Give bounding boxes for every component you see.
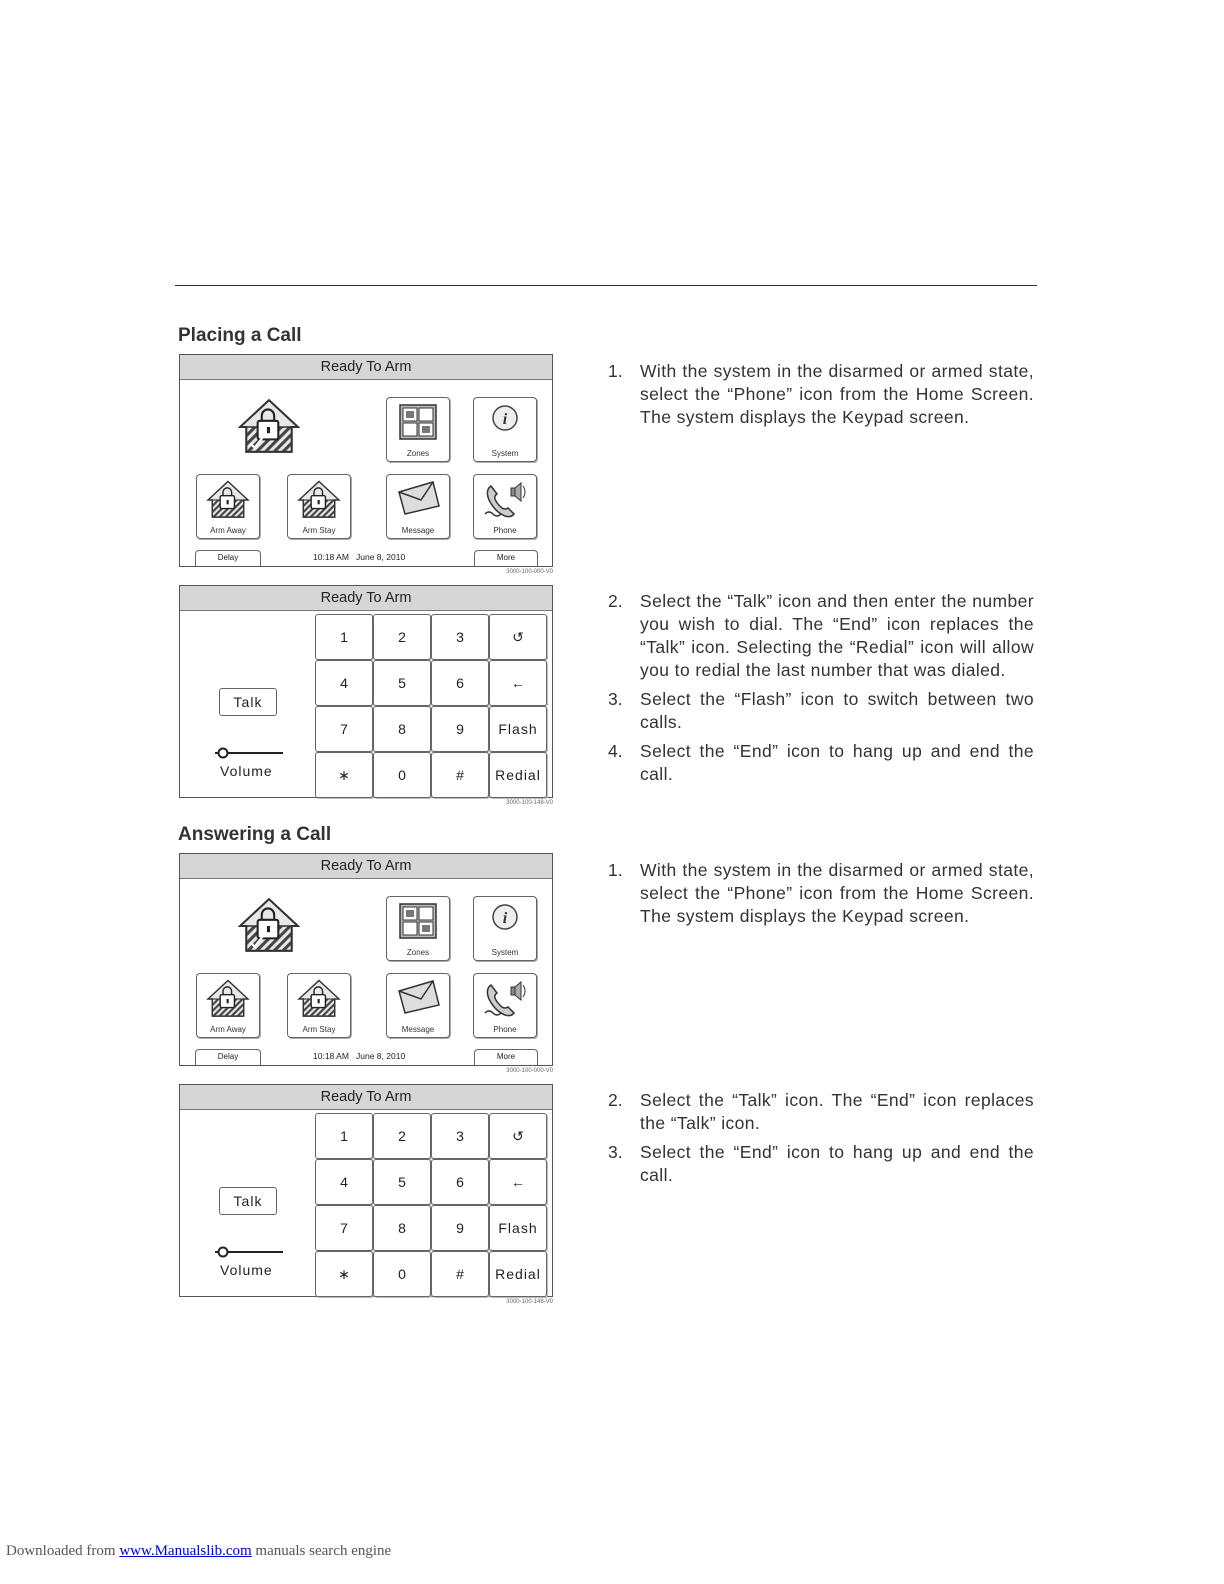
arm-stay-button[interactable] [287,973,351,1038]
arm-away-button[interactable] [196,973,260,1038]
key-2[interactable]: 2 [373,614,431,660]
step-number: 1. [608,860,623,880]
message-button[interactable] [386,474,450,539]
key-3[interactable]: 3 [431,614,489,660]
step-number: 4. [608,741,623,761]
redial-button[interactable]: Redial [489,1251,547,1297]
backspace-key[interactable]: ← [489,1159,547,1205]
status-bar: Ready To Arm [180,355,552,380]
figure-ref: 3000-100-000-V0 [506,569,553,575]
step-text: Select the “Talk” icon. The “End” icon replaces the “Talk” icon. [640,1090,1034,1133]
date: June 8, 2010 [356,552,406,562]
system-button[interactable] [473,896,537,961]
date: June 8, 2010 [356,1051,406,1061]
volume-label: Volume [220,1262,273,1278]
phone-button[interactable] [473,973,537,1038]
instruction-step [608,590,1034,682]
key-star[interactable]: ∗ [315,752,373,798]
key-5[interactable]: 5 [373,660,431,706]
instruction-step [608,740,1034,786]
time: 10:18 AM [313,552,349,562]
figure-ref: 3000-100-000-V0 [506,1068,553,1074]
figure-ref: 3000-100-148-V0 [506,800,553,806]
zones-label: Zones [406,948,430,957]
phone-label: Phone [493,526,517,535]
key-star[interactable]: ∗ [315,1251,373,1297]
instruction-step [608,360,1034,429]
placing-step-block-1 [608,360,1034,435]
time: 10:18 AM [313,1051,349,1061]
phone-button[interactable] [473,474,537,539]
clock [313,552,405,562]
key-8[interactable]: 8 [373,706,431,752]
volume-label: Volume [220,763,273,779]
backspace-key[interactable]: ← [489,660,547,706]
key-8[interactable]: 8 [373,1205,431,1251]
talk-button[interactable]: Talk [219,1187,277,1215]
flash-button[interactable]: Flash [489,706,547,752]
answering-step-block-2 [608,1089,1034,1193]
step-text: Select the “End” icon to hang up and end the call. [640,741,1034,784]
step-text: Select the “Flash” icon to switch between two calls. [640,689,1034,732]
header-rule [175,285,1037,286]
home-screen-panel [179,354,553,575]
footer-prefix: Downloaded from [6,1543,120,1559]
key-pound[interactable]: # [431,752,489,798]
more-tab[interactable]: More [474,550,538,566]
step-text: With the system in the disarmed or armed state, select the “Phone” icon from the Home Screen. The system displays the Keypad screen. [640,860,1034,926]
instruction-step [608,688,1034,734]
zones-button[interactable] [386,896,450,961]
message-button[interactable] [386,973,450,1038]
key-1[interactable]: 1 [315,1113,373,1159]
placing-step-block-2 [608,590,1034,792]
delay-tab[interactable]: Delay [195,1049,261,1065]
svg-text:i: i [502,411,508,428]
key-4[interactable]: 4 [315,660,373,706]
step-number: 3. [608,1142,623,1162]
step-number: 1. [608,361,623,381]
key-1[interactable]: 1 [315,614,373,660]
key-2[interactable]: 2 [373,1113,431,1159]
status-bar: Ready To Arm [180,586,552,611]
footer-suffix: manuals search engine [251,1543,392,1559]
undo-key[interactable]: ↺ [489,614,547,660]
key-7[interactable]: 7 [315,1205,373,1251]
instruction-step [608,1089,1034,1135]
step-text: Select the “Talk” icon and then enter the number you wish to dial. The “End” icon replaces the “Talk” icon. Selecting the “Redial” icon will allow you to redial the last number that was dialed. [640,591,1034,680]
flash-button[interactable]: Flash [489,1205,547,1251]
key-9[interactable]: 9 [431,1205,489,1251]
key-6[interactable]: 6 [431,1159,489,1205]
arm-away-button[interactable] [196,474,260,539]
key-5[interactable]: 5 [373,1159,431,1205]
phone-label: Phone [493,1025,517,1034]
undo-key[interactable]: ↺ [489,1113,547,1159]
home-screen-panel [179,853,553,1074]
key-6[interactable]: 6 [431,660,489,706]
svg-text:i: i [502,910,508,927]
keypad-screen-panel [179,1084,553,1305]
step-number: 2. [608,591,623,611]
house-status-icon [238,897,300,960]
arm-stay-label: Arm Stay [302,526,336,535]
section-title-placing: Placing a Call [178,325,302,346]
footer [6,1543,391,1560]
system-label: System [491,449,519,458]
system-button[interactable] [473,397,537,462]
message-label: Message [401,1025,435,1034]
arm-away-label: Arm Away [210,526,246,535]
key-0[interactable]: 0 [373,752,431,798]
arm-stay-label: Arm Stay [302,1025,336,1034]
step-number: 2. [608,1090,623,1110]
arm-stay-button[interactable] [287,474,351,539]
zones-button[interactable] [386,397,450,462]
section-title-answering: Answering a Call [178,824,332,845]
volume-slider[interactable] [213,747,285,759]
talk-button[interactable]: Talk [219,688,277,716]
step-number: 3. [608,689,623,709]
key-4[interactable]: 4 [315,1159,373,1205]
key-0[interactable]: 0 [373,1251,431,1297]
redial-button[interactable]: Redial [489,752,547,798]
key-3[interactable]: 3 [431,1113,489,1159]
delay-tab[interactable]: Delay [195,550,261,566]
instruction-step [608,859,1034,928]
status-bar: Ready To Arm [180,1085,552,1110]
key-pound[interactable]: # [431,1251,489,1297]
keypad-screen-panel [179,585,553,806]
step-text: With the system in the disarmed or armed state, select the “Phone” icon from the Home Screen. The system displays the Keypad screen. [640,361,1034,427]
volume-slider[interactable] [213,1246,285,1258]
zones-label: Zones [406,449,430,458]
house-status-icon [238,398,300,461]
system-label: System [491,948,519,957]
arm-away-label: Arm Away [210,1025,246,1034]
manualslib-link[interactable]: www.Manualslib.com [119,1543,252,1559]
step-text: Select the “End” icon to hang up and end the call. [640,1142,1034,1185]
more-tab[interactable]: More [474,1049,538,1065]
answering-step-block-1 [608,859,1034,934]
status-bar: Ready To Arm [180,854,552,879]
instruction-step [608,1141,1034,1187]
key-9[interactable]: 9 [431,706,489,752]
key-7[interactable]: 7 [315,706,373,752]
figure-ref: 3000-100-148-V0 [506,1299,553,1305]
clock [313,1051,405,1061]
message-label: Message [401,526,435,535]
